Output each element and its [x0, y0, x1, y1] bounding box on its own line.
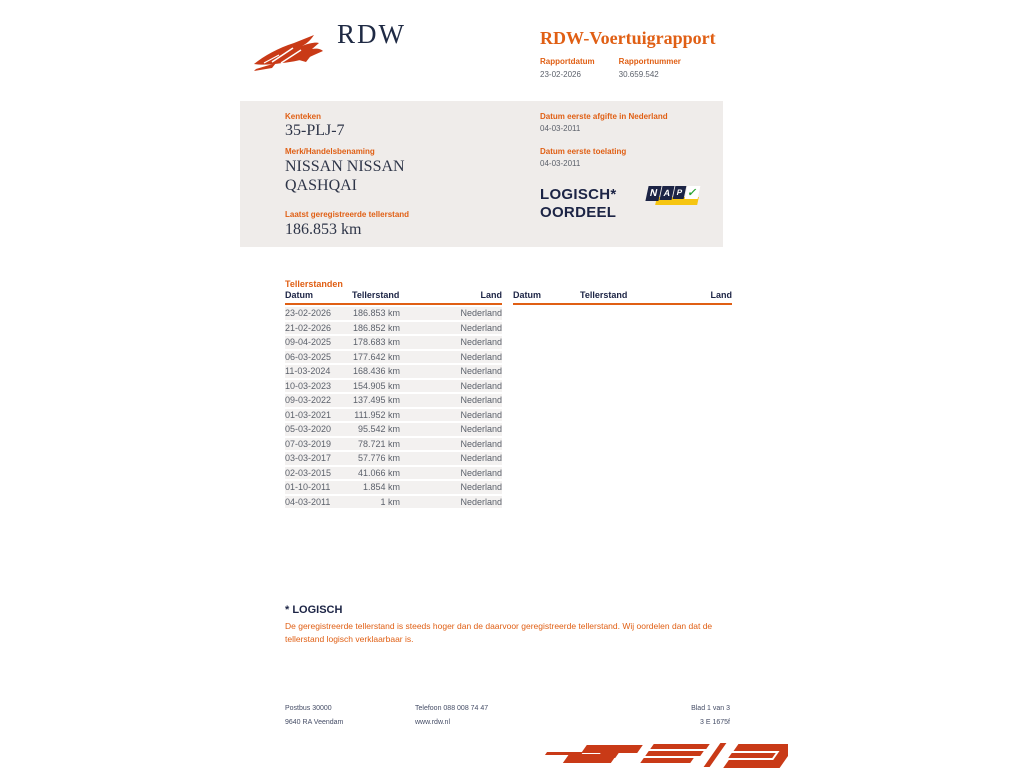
report-number-value: 30.659.542: [618, 70, 659, 79]
table-row: [285, 380, 502, 393]
row-date: 01-03-2021: [285, 409, 332, 420]
oordeel-text: [540, 186, 617, 222]
col-header-tellerstand: Tellerstand: [352, 290, 400, 300]
row-mileage: 57.776 km: [357, 453, 400, 464]
row-country: Nederland: [460, 308, 502, 319]
row-country: Nederland: [460, 366, 502, 377]
row-mileage: 186.853 km: [352, 308, 400, 319]
footer-page-number: Blad 1 van 3: [691, 705, 730, 712]
row-country: Nederland: [460, 337, 502, 348]
row-date: 01-10-2011: [285, 482, 331, 493]
note-title: * LOGISCH: [285, 604, 343, 616]
tellerstand-label: Laatst geregistreerde tellerstand: [285, 210, 410, 219]
row-mileage: 178.683 km: [352, 337, 400, 348]
row-mileage: 41.066 km: [357, 467, 400, 478]
row-mileage: 111.952 km: [354, 409, 400, 420]
row-date: 02-03-2015: [285, 467, 332, 478]
row-date: 09-03-2022: [285, 395, 332, 406]
row-date: 05-03-2020: [285, 424, 332, 435]
table-row: [285, 351, 502, 364]
row-country: Nederland: [460, 453, 502, 464]
col-header-land: Land: [710, 290, 732, 300]
table-row: [285, 394, 502, 407]
merk-value: NISSAN NISSAN QASHQAI: [285, 158, 405, 194]
meter-table-left: [285, 290, 502, 508]
row-date: 21-02-2026: [285, 322, 332, 333]
merk-label: Merk/Handelsbenaming: [285, 147, 375, 156]
row-mileage: 177.642 km: [352, 351, 400, 362]
tellerstanden-section-title: Tellerstanden: [285, 279, 343, 289]
note-body: De geregistreerde tellerstand is steeds hoger dan de daarvoor geregistreerde tellerstand. Wij oordelen dan dat de tellerstand logisch verklaarbaar is.: [285, 621, 713, 644]
footer-website: www.rdw.nl: [415, 719, 451, 726]
col-header-land: Land: [480, 290, 502, 300]
table-header-row: [513, 290, 732, 305]
rdw-logotype: RDW: [337, 19, 406, 49]
row-mileage: 1 km: [380, 496, 400, 507]
report-date-label: Rapportdatum: [540, 57, 595, 66]
stripe: [645, 751, 704, 756]
row-country: Nederland: [460, 395, 502, 406]
table-row: [285, 365, 502, 378]
nap-letter-p: P: [673, 186, 687, 199]
row-date: 11-03-2024: [285, 366, 331, 377]
table-row: [285, 481, 502, 494]
row-date: 10-03-2023: [285, 380, 332, 391]
table-row: [285, 423, 502, 436]
table-row: [285, 409, 502, 422]
row-country: Nederland: [460, 322, 502, 333]
row-mileage: 154.905 km: [352, 380, 400, 391]
report-number-group: [619, 57, 681, 79]
footer-address-line2: 9640 RA Veendam: [285, 719, 344, 726]
row-country: Nederland: [460, 351, 502, 362]
kenteken-value: 35-PLJ-7: [285, 122, 345, 139]
afgifte-label: Datum eerste afgifte in Nederland: [540, 112, 668, 121]
stripe: [640, 758, 694, 763]
table-row: [285, 467, 502, 480]
stripe: [728, 753, 776, 758]
afgifte-value: 04-03-2011: [540, 124, 581, 133]
footer-contact: [415, 702, 488, 730]
nap-check-icon: ✓: [685, 186, 701, 199]
row-mileage: 78.721 km: [357, 438, 400, 449]
col-header-datum: Datum: [285, 290, 314, 300]
nap-logo-icon: [647, 186, 699, 208]
row-mileage: 168.436 km: [352, 366, 400, 377]
report-number-label: Rapportnummer: [618, 57, 681, 66]
stripe: [597, 750, 621, 758]
nap-letters: [647, 186, 699, 201]
toelating-value: 04-03-2011: [540, 159, 581, 168]
table-row: [285, 336, 502, 349]
report-date-group: [540, 57, 595, 79]
table-row: [285, 496, 502, 509]
row-mileage: 95.542 km: [357, 424, 400, 435]
row-mileage: 186.852 km: [352, 322, 400, 333]
footer-phone: Telefoon 088 008 74 47: [415, 705, 489, 712]
row-country: Nederland: [460, 438, 502, 449]
footer-address: [285, 702, 343, 730]
meter-table-right: [513, 290, 732, 305]
row-mileage: 137.495 km: [352, 395, 400, 406]
col-header-datum: Datum: [513, 290, 542, 300]
row-country: Nederland: [460, 380, 502, 391]
nap-letter-n: N: [645, 186, 661, 201]
row-country: Nederland: [460, 496, 502, 507]
row-country: Nederland: [460, 409, 502, 420]
row-date: 03-03-2017: [285, 453, 332, 464]
toelating-label: Datum eerste toelating: [540, 147, 627, 156]
report-date-value: 23-02-2026: [540, 70, 581, 79]
table-row: [285, 322, 502, 335]
footer-page-info: [630, 702, 730, 730]
footer-form-code: 3 E 1675f: [700, 719, 730, 726]
col-header-tellerstand: Tellerstand: [580, 290, 628, 300]
nap-letter-a: A: [660, 186, 675, 200]
stripe: [650, 744, 710, 749]
row-country: Nederland: [460, 467, 502, 478]
table-row: [285, 438, 502, 451]
row-date: 06-03-2025: [285, 351, 332, 362]
rdw-logo-icon: [252, 32, 334, 76]
report-meta: [540, 57, 681, 79]
table-row: [285, 452, 502, 465]
row-country: Nederland: [460, 424, 502, 435]
row-country: Nederland: [460, 482, 502, 493]
rdw-stripes-graphic-icon: [540, 742, 788, 768]
row-mileage: 1.854 km: [362, 482, 400, 493]
footer-address-line1: Postbus 30000: [285, 705, 332, 712]
table-header-row: [285, 290, 502, 305]
row-date: 09-04-2025: [285, 337, 332, 348]
row-date: 04-03-2011: [285, 496, 331, 507]
page-title: RDW-Voertuigrapport: [540, 28, 716, 48]
kenteken-label: Kenteken: [285, 112, 322, 121]
table-body: [285, 307, 502, 508]
tellerstand-value: 186.853 km: [285, 221, 362, 238]
row-date: 23-02-2026: [285, 308, 332, 319]
row-date: 07-03-2019: [285, 438, 332, 449]
oordeel-line1: LOGISCH*: [540, 186, 617, 203]
table-row: [285, 307, 502, 320]
oordeel-line2: OORDEEL: [540, 204, 617, 221]
